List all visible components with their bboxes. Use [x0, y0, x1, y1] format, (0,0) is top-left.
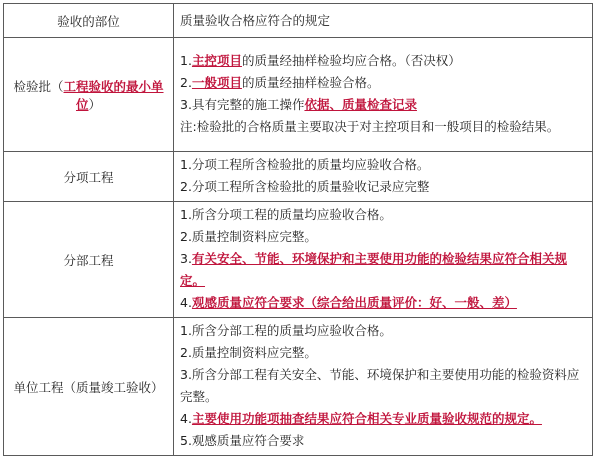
- rule-item: 2.分项工程所含检验批的质量验收记录应完整: [180, 179, 430, 194]
- part-cell: 分部工程: [4, 202, 174, 318]
- part-cell: [4, 38, 174, 152]
- rule-item: 1.所含分项工程的质量均应验收合格。: [180, 207, 392, 222]
- part-cell: 分项工程: [4, 152, 174, 202]
- part-suffix: ）: [88, 96, 102, 112]
- rule-item: 3.具有完整的施工操作依据、质量检查记录: [180, 97, 417, 112]
- rule-item: 1.分项工程所含检验批的质量均应验收合格。: [180, 157, 430, 172]
- header-part: 验收的部位: [4, 4, 174, 38]
- rule-item: 4.主要使用功能项抽查结果应符合相关专业质量验收规范的规定。: [180, 411, 542, 426]
- row-sub-item-project: [4, 152, 593, 202]
- part-prefix: 检验批（: [13, 78, 64, 94]
- row-division-project: [4, 202, 593, 318]
- rule-item: 3.所含分部工程有关安全、节能、环境保护和主要使用功能的检验资料应完整。: [180, 367, 580, 404]
- rules-cell: [174, 38, 593, 152]
- part-cell: 单位工程（质量竣工验收）: [4, 318, 174, 456]
- rule-note: 注:检验批的合格质量主要取决于对主控项目和一般项目的检验结果。: [180, 119, 560, 134]
- rule-item: 1.主控项目的质量经抽样检验均应合格。（否决权）: [180, 53, 461, 68]
- rules-cell: [174, 152, 593, 202]
- rule-item: 2.质量控制资料应完整。: [180, 229, 317, 244]
- rule-item: 5.观感质量应符合要求: [180, 433, 305, 448]
- rule-item: 4.观感质量应符合要求（综合给出质量评价：好、一般、差）: [180, 295, 517, 310]
- row-inspection-lot: [4, 38, 593, 152]
- part-emphasis: 工程验收的最小单位: [63, 78, 164, 112]
- rules-cell: [174, 202, 593, 318]
- rule-item: 1.所含分部工程的质量均应验收合格。: [180, 323, 392, 338]
- rule-item: 2.质量控制资料应完整。: [180, 345, 317, 360]
- row-unit-project: [4, 318, 593, 456]
- rule-item: 2.一般项目的质量经抽样检验合格。: [180, 75, 380, 90]
- rule-item: 3.有关安全、节能、环境保护和主要使用功能的检验结果应符合相关规定。: [180, 251, 567, 288]
- header-row: [4, 4, 593, 38]
- rules-cell: [174, 318, 593, 456]
- header-rules: 质量验收合格应符合的规定: [174, 4, 593, 38]
- acceptance-table: [3, 3, 593, 456]
